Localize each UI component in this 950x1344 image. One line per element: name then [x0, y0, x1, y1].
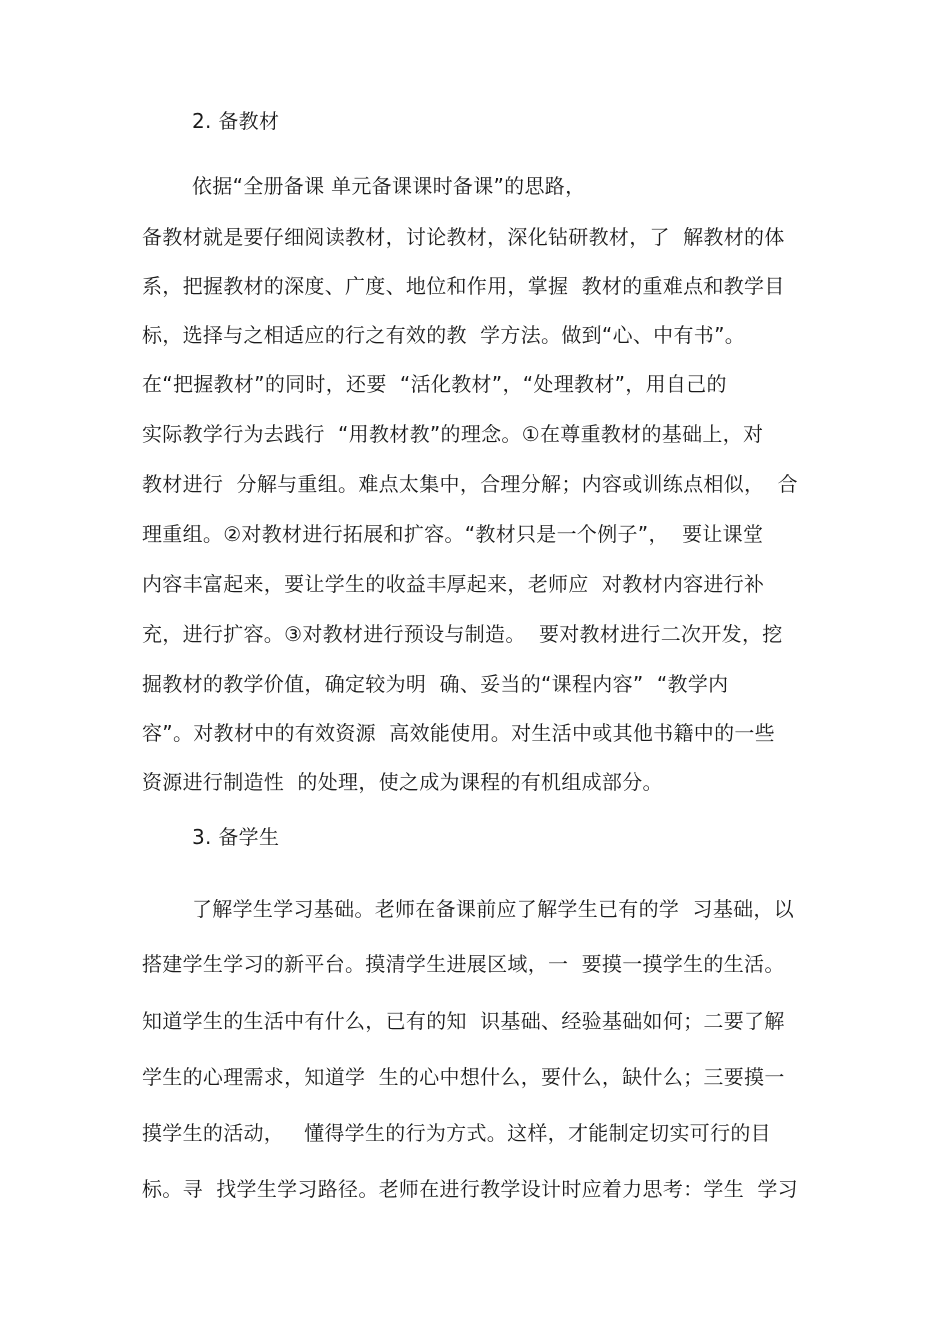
paragraph-line: 系，把握教材的深度、广度、地位和作用，掌握 教材的重难点和教学目 [142, 274, 785, 298]
paragraph-line: 教材进行 分解与重组。难点太集中，合理分解；内容或训练点相似， 合 [142, 472, 798, 496]
paragraph-line: 学生的心理需求，知道学 生的心中想什么，要什么，缺什么；三要摸一 [142, 1065, 785, 1089]
paragraph-line: 标，选择与之相适应的行之有效的教 学方法。做到“心、中有书”。 [142, 323, 746, 347]
paragraph-line: 内容丰富起来，要让学生的收益丰厚起来，老师应 对教材内容进行补 [142, 572, 765, 596]
paragraph-line: 摸学生的活动， 懂得学生的行为方式。这样，才能制定切实可行的目 [142, 1121, 771, 1145]
paragraph-line: 在“把握教材”的同时，还要 “活化教材”，“处理教材”，用自己的 [142, 372, 727, 396]
paragraph-line: 理重组。②对教材进行拓展和扩容。“教材只是一个例子”， 要让课堂 [142, 522, 764, 546]
paragraph-line: 容”。对教材中的有效资源 高效能使用。对生活中或其他书籍中的一些 [142, 721, 775, 745]
paragraph-line: 实际教学行为去践行 “用教材教”的理念。①在尊重教材的基础上，对 [142, 422, 764, 446]
paragraph-line: 知道学生的生活中有什么，已有的知 识基础、经验基础如何；二要了解 [142, 1009, 785, 1033]
paragraph-line: 资源进行制造性 的处理，使之成为课程的有机组成部分。 [142, 770, 663, 794]
section-heading-teaching-materials: 2. 备教材 [192, 109, 280, 133]
section-heading-students: 3. 备学生 [192, 825, 280, 849]
paragraph-line: 搭建学生学习的新平台。摸清学生进展区域，一 要摸一摸学生的生活。 [142, 952, 785, 976]
paragraph-intro-line: 依据“全册备课 单元备课课时备课”的思路， [192, 174, 586, 198]
paragraph-line: 充，进行扩容。③对教材进行预设与制造。 要对教材进行二次开发，挖 [142, 622, 783, 646]
paragraph-intro-line: 了解学生学习基础。老师在备课前应了解学生已有的学 习基础，以 [192, 897, 795, 921]
paragraph-line: 标。寻 找学生学习路径。老师在进行教学设计时应着力思考：学生 学习 [142, 1177, 798, 1201]
paragraph-line: 掘教材的教学价值，确定较为明 确、妥当的“课程内容” “教学内 [142, 672, 729, 696]
paragraph-line: 备教材就是要仔细阅读教材，讨论教材，深化钻研教材，了 解教材的体 [142, 225, 785, 249]
